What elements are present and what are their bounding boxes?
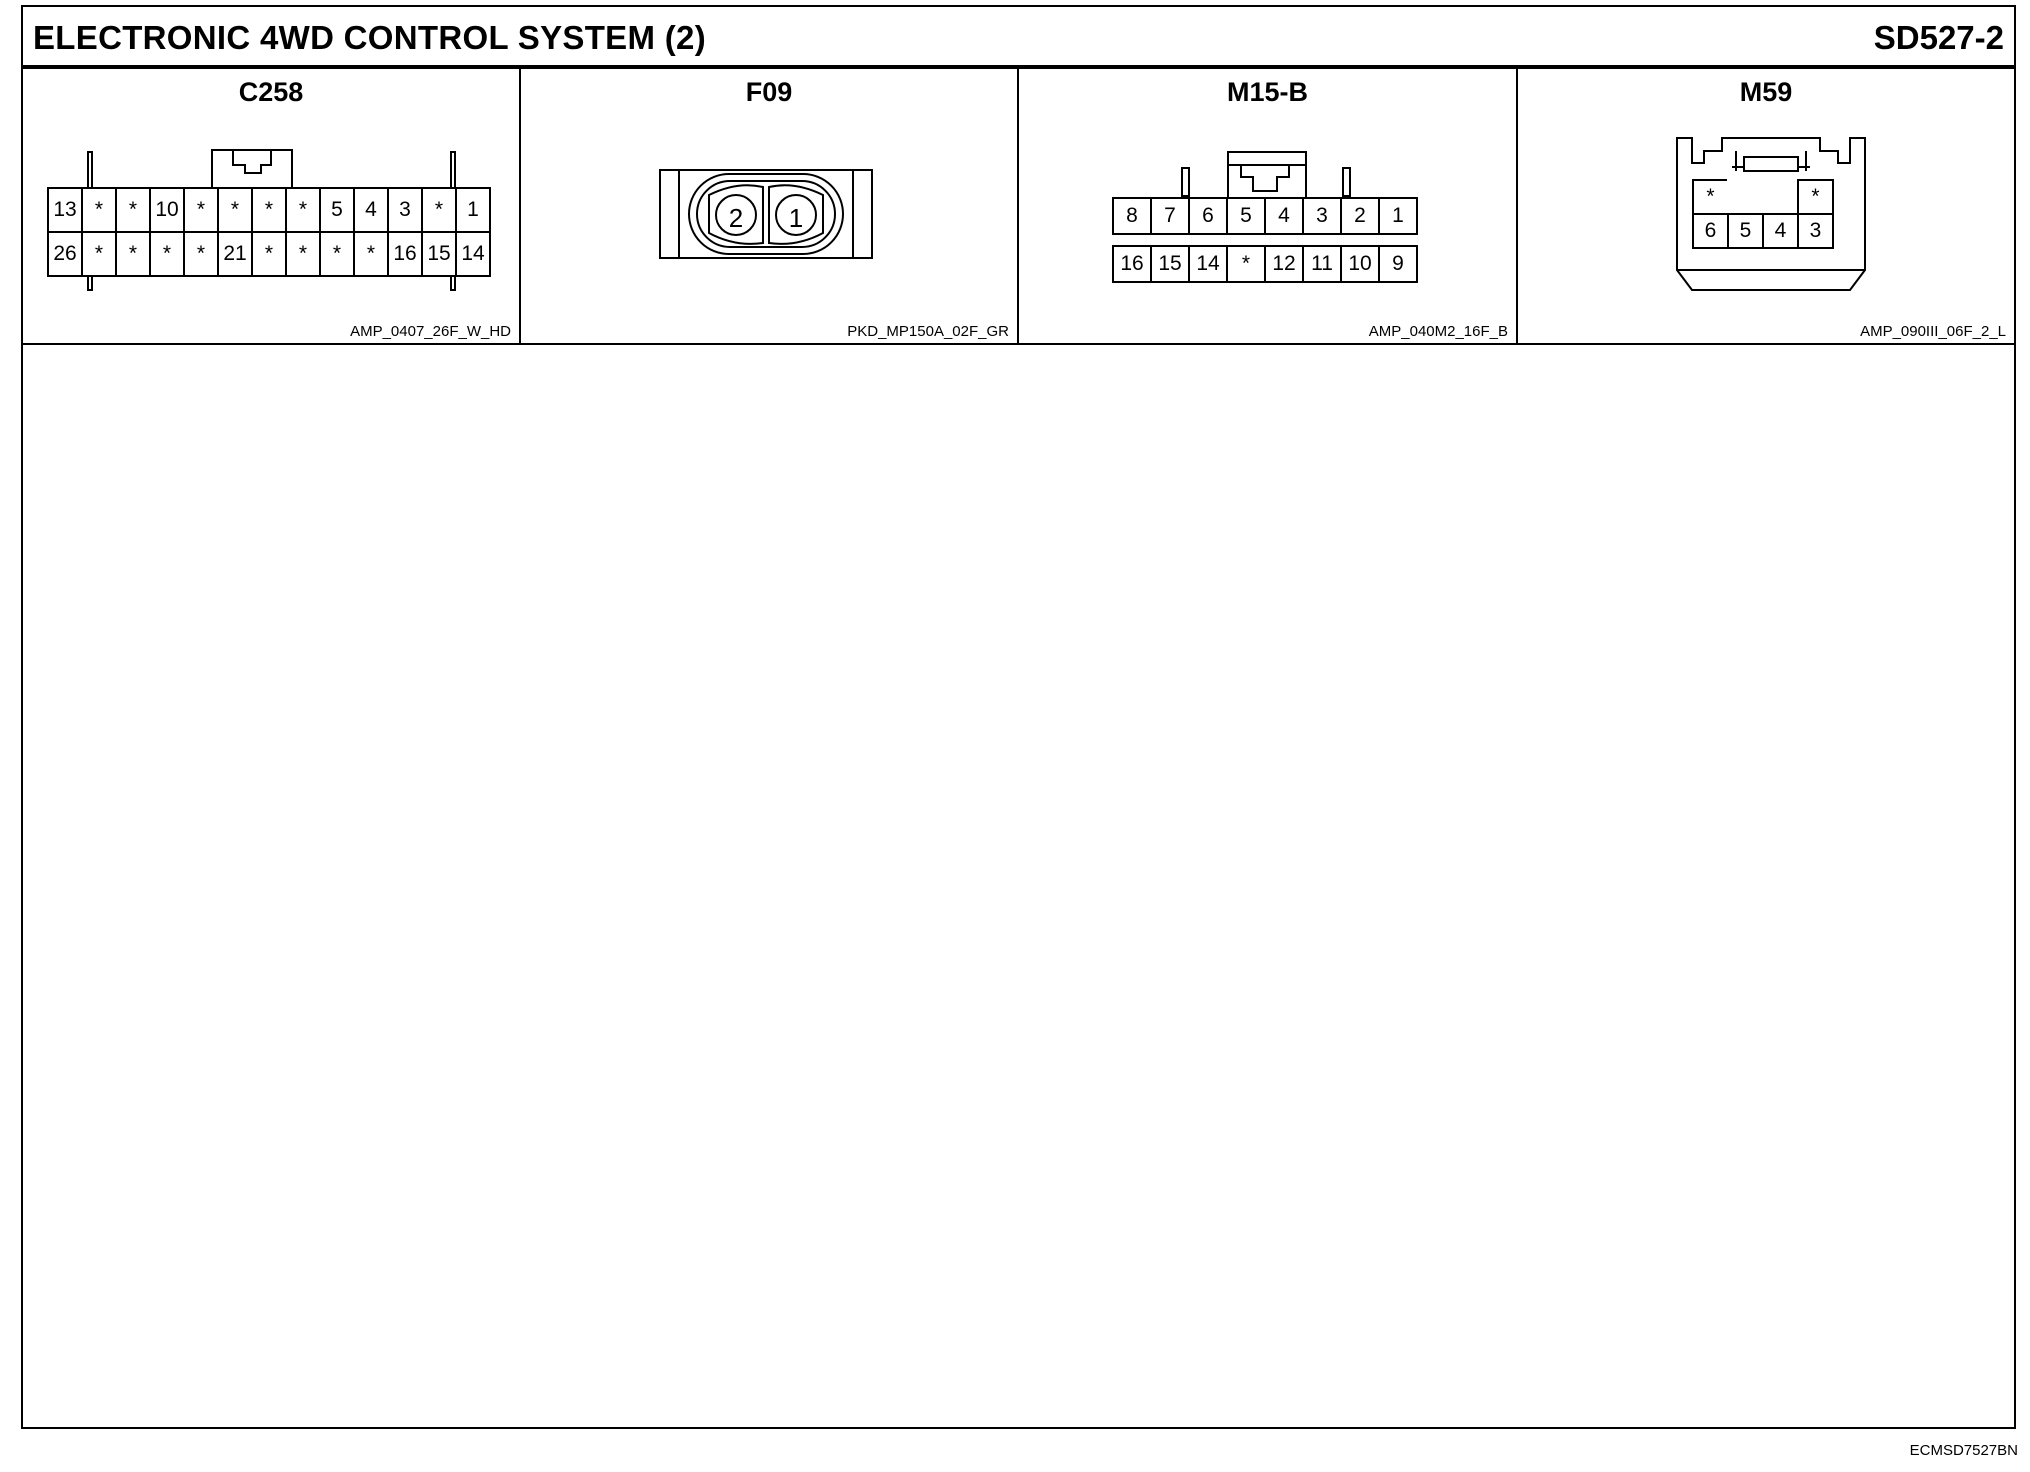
pin-cell: 15 <box>421 231 457 277</box>
pin-cell: 10 <box>1340 245 1380 283</box>
latch-post-left <box>1181 167 1190 197</box>
pin-cell: 3 <box>1797 213 1834 249</box>
connector-panel-m59 <box>1518 69 2014 343</box>
pin-cell: 1 <box>455 187 491 233</box>
pin-cell: 10 <box>149 187 185 233</box>
pin-cell: * <box>285 231 321 277</box>
pin-cell: 11 <box>1302 245 1342 283</box>
pin-cell: * <box>285 187 321 233</box>
locking-tab-icon <box>211 149 293 189</box>
pin-cell: * <box>115 187 151 233</box>
pin-cell: 9 <box>1378 245 1418 283</box>
pin-cell: * <box>81 231 117 277</box>
connector-housing-icon <box>659 169 875 261</box>
pin-cell: * <box>319 231 355 277</box>
pin-cell: 12 <box>1264 245 1304 283</box>
pin-cell: * <box>353 231 389 277</box>
pin-label: 1 <box>788 203 804 233</box>
locking-tab-icon <box>1227 151 1307 201</box>
connector-name: F09 <box>745 77 793 107</box>
latch-post-right <box>1342 167 1351 197</box>
pin-cell: 4 <box>353 187 389 233</box>
pin-cell: 8 <box>1112 197 1152 235</box>
pin-cell: 14 <box>455 231 491 277</box>
pin-label: 2 <box>728 203 744 233</box>
header-bar <box>23 7 2014 69</box>
pin-cell: 13 <box>47 187 83 233</box>
pin-cell: * <box>251 187 287 233</box>
pin-cell: 15 <box>1150 245 1190 283</box>
pin-cell: * <box>1692 179 1729 215</box>
pin-cell: 16 <box>1112 245 1152 283</box>
pin-cell <box>1727 179 1764 215</box>
pin-cell: * <box>183 231 219 277</box>
connector-name: M15-B <box>1226 77 1308 107</box>
pin-cell: 2 <box>1340 197 1380 235</box>
pin-cell: * <box>251 231 287 277</box>
pin-cell: 16 <box>387 231 423 277</box>
pin-cell: 6 <box>1692 213 1729 249</box>
pin-cell: * <box>81 187 117 233</box>
pin-cell: * <box>1797 179 1834 215</box>
pin-cell: 26 <box>47 231 83 277</box>
connector-panels <box>23 69 2014 345</box>
diagram-sheet <box>21 5 2016 1429</box>
pin-cell: 21 <box>217 231 253 277</box>
pin-cell: 4 <box>1264 197 1304 235</box>
connector-panel-m15-b <box>1019 69 1518 343</box>
pin-cell: 7 <box>1150 197 1190 235</box>
pin-cell: 3 <box>1302 197 1342 235</box>
connector-type-code: AMP_090III_06F_2_L <box>1860 323 2006 340</box>
pin-cell: 3 <box>387 187 423 233</box>
connector-type-code: PKD_MP150A_02F_GR <box>847 323 1009 340</box>
pin-cell: * <box>217 187 253 233</box>
pin-grid <box>47 187 497 277</box>
pin-grid <box>1112 197 1420 287</box>
connector-type-code: AMP_0407_26F_W_HD <box>350 323 511 340</box>
diagram-title: ELECTRONIC 4WD CONTROL SYSTEM (2) <box>33 19 706 56</box>
pin-cell: 14 <box>1188 245 1228 283</box>
pin-cell: 5 <box>319 187 355 233</box>
pin-cell: * <box>1226 245 1266 283</box>
pin-grid <box>1692 179 1834 251</box>
connector-type-code: AMP_040M2_16F_B <box>1368 323 1508 340</box>
pin-cell: * <box>115 231 151 277</box>
connector-panel-c258 <box>23 69 521 343</box>
connector-name: C258 <box>238 77 304 107</box>
pin-cell: 1 <box>1378 197 1418 235</box>
pin-cell: 4 <box>1762 213 1799 249</box>
pin-cell <box>1762 179 1799 215</box>
pin-cell: * <box>149 231 185 277</box>
connector-panel-f09 <box>521 69 1019 343</box>
connector-name: M59 <box>1739 77 1793 107</box>
pin-cell: * <box>421 187 457 233</box>
pin-cell: * <box>183 187 219 233</box>
drawing-id: ECMSD7527BN <box>1909 1442 2018 1459</box>
diagram-code: SD527-2 <box>1873 19 2004 56</box>
pin-cell: 5 <box>1226 197 1266 235</box>
pin-cell: 6 <box>1188 197 1228 235</box>
pin-cell: 5 <box>1727 213 1764 249</box>
